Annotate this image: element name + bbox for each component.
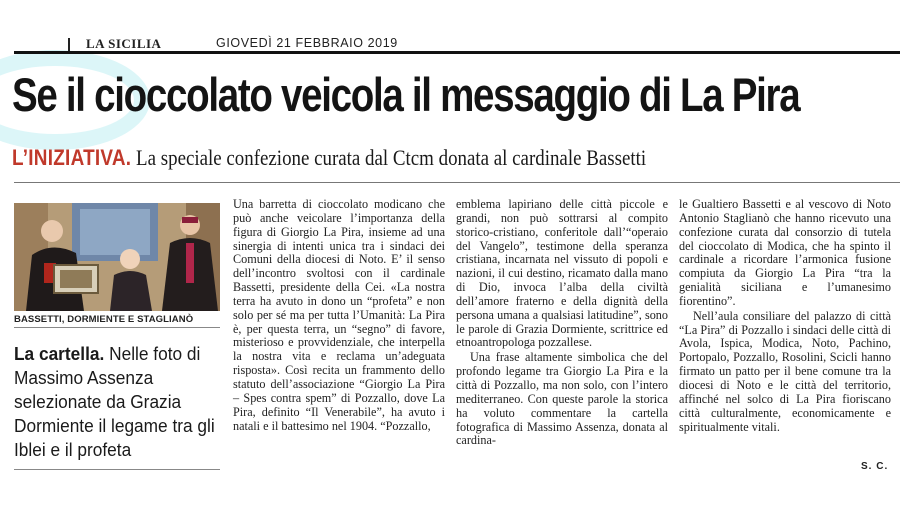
article-headline: Se il cioccolato veicola il messaggio di La Pira [12, 68, 800, 121]
kicker-label: L’INIZIATIVA. [12, 145, 132, 170]
sidebar-rule [14, 469, 220, 470]
page-header [0, 0, 900, 58]
paragraph: emblema lapiriano delle città piccole e grandi, non può sottrarsi al compito storico-cristiano, conferitole dall’“operaio del Vangelo”, testimone della speranza cristiana, incarnata nel vissuto di popoli e nazioni, il cui destino, ricamato dalla mano di Dio, invoca l’alba della civiltà dell’amore fraterno e della dignità della persona umana a qualsiasi latitudine”, sono le parole di Grazia Dormiente, scrittrice ed etnoantropologa pozzallese. [456, 197, 668, 350]
sidebar-lead: La cartella. [14, 344, 105, 364]
article-photo [14, 203, 220, 311]
body-column-1 [233, 198, 445, 433]
kicker-rule [14, 182, 900, 183]
author-signature: S. C. [861, 461, 889, 472]
photo-caption: BASSETTI, DORMIENTE E STAGLIANÒ [14, 314, 194, 325]
kicker-text: La speciale confezione curata dal Ctcm donata al cardinale Bassetti [136, 145, 647, 170]
body-column-3 [679, 198, 891, 434]
paragraph: le Gualtiero Bassetti e al vescovo di Noto Antonio Staglianò che hanno ricevuto una confezione curata dal consorzio di tutela del cioccolato di Modica, che ha spinto il cardinale a ricordare l’armonica fusione compiuta da Giorgio La Pira “tra la genialità siciliana e l’umanesimo fiorentino”. [679, 197, 891, 308]
photo-illustration [14, 203, 220, 311]
paragraph: Nell’aula consiliare del palazzo di città “La Pira” di Pozzallo i sindaci delle città di Avola, Ispica, Modica, Noto, Pachino, Portopalo, Pozzallo, Rosolini, Scicli hanno firmato un patto per il bene comune tra la diocesi di Noto e le città del territorio, affinché nel solco di La Pira fioriscano città culturalmente, economicamente e spiritualmente vitali. [679, 308, 891, 434]
caption-rule [14, 327, 220, 328]
article-kicker [12, 143, 646, 173]
sidebar-text: Nelle foto di Massimo Assenza selezionate da Grazia Dormiente il legame tra gli Iblei e il profeta [14, 344, 215, 460]
header-rule [14, 51, 900, 54]
issue-date: GIOVEDÌ 21 FEBBRAIO 2019 [216, 36, 398, 50]
body-column-2 [456, 198, 668, 448]
paragraph: Una barretta di cioccolato modicano che può anche veicolare l’importanza della figura di Giorgio La Pira, insieme ad una sinergia di intenti unica tra i sindaci dei Comuni della diocesi di Noto. E’ il senso dell’incontro svoltosi con il cardinale Bassetti, presidente della Cei. «La nostra terra ha avuto in dono un “profeta” e non solo per sé ma per tutta l’Umanità: La Pira è, per questa terra, un “segno” di favore, misterioso e provvidenziale, che interpella la nostra vita e reclama un’adeguata risposta». Così recita un frammento dello statuto dell’associazione “Giorgio La Pira – Spes contra spem” di Pozzallo, dove La Pira, definito “Il Venerabile”, ha avuto i natali e il battesimo nel 1904. “Pozzallo, [233, 197, 445, 433]
header-tick [68, 38, 70, 52]
newspaper-name: LA SICILIA [86, 36, 162, 51]
sidebar-box [14, 342, 220, 462]
paragraph: Una frase altamente simbolica che del profondo legame tra Giorgio La Pira e la città di Pozzallo, ma non solo, con l’intero mediterraneo. Con queste parole la storica ha voluto commentare la cartella fotografica di Massimo Assenza, donata al cardina- [456, 350, 668, 448]
